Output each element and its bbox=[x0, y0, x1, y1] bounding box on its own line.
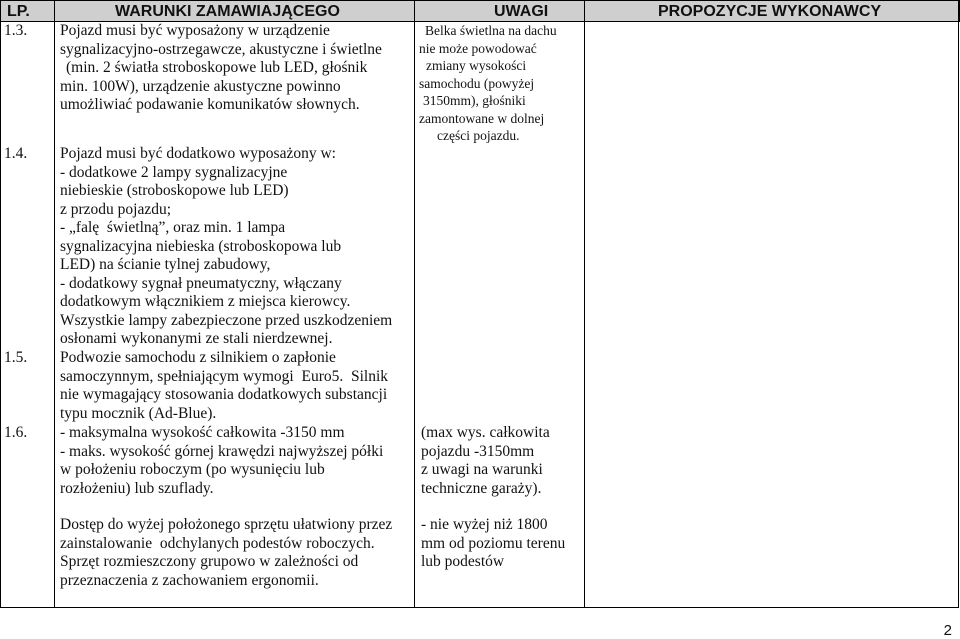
remark-line: mm od poziomu terenu bbox=[421, 534, 566, 552]
requirement-line: sygnalizacyjno-ostrzegawcze, akustyczne i świetlne bbox=[60, 40, 382, 58]
requirement-line: rozłożeniu) lub szuflady. bbox=[60, 479, 214, 497]
requirement-line: Dostęp do wyżej położonego sprzętu ułatwiony przez bbox=[60, 516, 393, 533]
requirement-line: - maksymalna wysokość całkowita -3150 mm bbox=[60, 424, 345, 441]
row-number-1-6: 1.6. bbox=[4, 424, 28, 441]
row-number-1-4: 1.4. bbox=[4, 145, 28, 162]
remark-line: zmiany wysokości bbox=[426, 58, 527, 73]
column-divider-1 bbox=[54, 0, 55, 608]
requirement-line: Pojazd musi być wyposażony w urządzenie bbox=[60, 22, 330, 39]
requirement-line: (min. 2 światła stroboskopowe lub LED, głośnik bbox=[66, 59, 368, 76]
requirement-line: LED) na ścianie tylnej zabudowy, bbox=[60, 256, 271, 273]
requirement-line: - „falę świetlną”, oraz min. 1 lampa bbox=[60, 219, 286, 236]
requirement-line: typu mocznik (Ad-Blue). bbox=[60, 404, 217, 422]
requirement-line: przeznaczenia z zachowaniem ergonomii. bbox=[60, 571, 319, 589]
requirement-line: - maks. wysokość górnej krawędzi najwyższej półki bbox=[60, 442, 384, 460]
remark-line: lub podestów bbox=[421, 553, 505, 570]
header-uwagi: UWAGI bbox=[494, 3, 549, 20]
requirement-line: nie wymagający stosowania dodatkowych substancji bbox=[60, 386, 388, 403]
requirement-line: Podwozie samochodu z silnikiem o zapłonie bbox=[60, 349, 336, 366]
requirement-line: osłonami wykonanymi ze stali nierdzewnej. bbox=[60, 330, 333, 347]
row-number-1-5: 1.5. bbox=[4, 349, 28, 366]
requirement-line: zainstalowanie odchylanych podestów roboczych. bbox=[60, 534, 375, 552]
requirement-line: niebieskie (stroboskopowe lub LED) bbox=[60, 182, 289, 199]
page-number: 2 bbox=[943, 622, 952, 639]
requirement-line: Wszystkie lampy zabezpieczone przed uszkodzeniem bbox=[60, 311, 393, 329]
remark-line: z uwagi na warunki bbox=[421, 461, 543, 478]
column-divider-2 bbox=[414, 0, 415, 608]
requirement-line: dodatkowym włącznikiem z miejsca kierowcy. bbox=[60, 293, 351, 310]
requirement-line: Pojazd musi być dodatkowo wyposażony w: bbox=[60, 145, 336, 162]
border-bottom bbox=[0, 607, 959, 608]
remark-line: 3150mm), głośniki bbox=[423, 93, 526, 108]
requirement-line: - dodatkowy sygnał pneumatyczny, włączany bbox=[60, 274, 342, 292]
remark-line: techniczne garaży). bbox=[421, 479, 542, 497]
header-propozycje: PROPOZYCJE WYKONAWCY bbox=[658, 3, 882, 20]
requirement-line: z przodu pojazdu; bbox=[60, 200, 172, 218]
header-warunki: WARUNKI ZAMAWIAJĄCEGO bbox=[115, 3, 340, 20]
column-divider-3 bbox=[584, 0, 585, 608]
requirement-line: min. 100W), urządzenie akustyczne powinno bbox=[60, 77, 341, 95]
requirement-line: Sprzęt rozmieszczony grupowo w zależności od bbox=[60, 553, 359, 570]
remark-line: - nie wyżej niż 1800 bbox=[421, 516, 548, 533]
remark-line: (max wys. całkowita bbox=[421, 424, 550, 441]
requirement-line: - dodatkowe 2 lampy sygnalizacyjne bbox=[60, 163, 288, 181]
remark-line: pojazdu -3150mm bbox=[421, 442, 535, 460]
header-lp: LP. bbox=[7, 3, 30, 20]
requirement-line: w położeniu roboczym (po wysunięciu lub bbox=[60, 461, 325, 478]
table-header-row bbox=[0, 0, 960, 22]
border-right bbox=[958, 0, 959, 608]
remark-line: samochodu (powyżej bbox=[419, 75, 535, 91]
border-left bbox=[0, 0, 1, 608]
remark-line: części pojazdu. bbox=[437, 128, 520, 143]
requirement-line: sygnalizacyjna niebieska (stroboskopowa lub bbox=[60, 237, 342, 255]
remark-line: Belka świetlna na dachu bbox=[425, 23, 557, 38]
requirement-line: samoczynnym, spełniającym wymogi Euro5. Silnik bbox=[60, 367, 389, 385]
requirement-line: umożliwiać podawanie komunikatów słownych. bbox=[60, 96, 360, 113]
remark-line: zamontowane w dolnej bbox=[419, 110, 545, 126]
remark-line: nie może powodować bbox=[419, 40, 537, 56]
row-number-1-3: 1.3. bbox=[4, 22, 28, 39]
